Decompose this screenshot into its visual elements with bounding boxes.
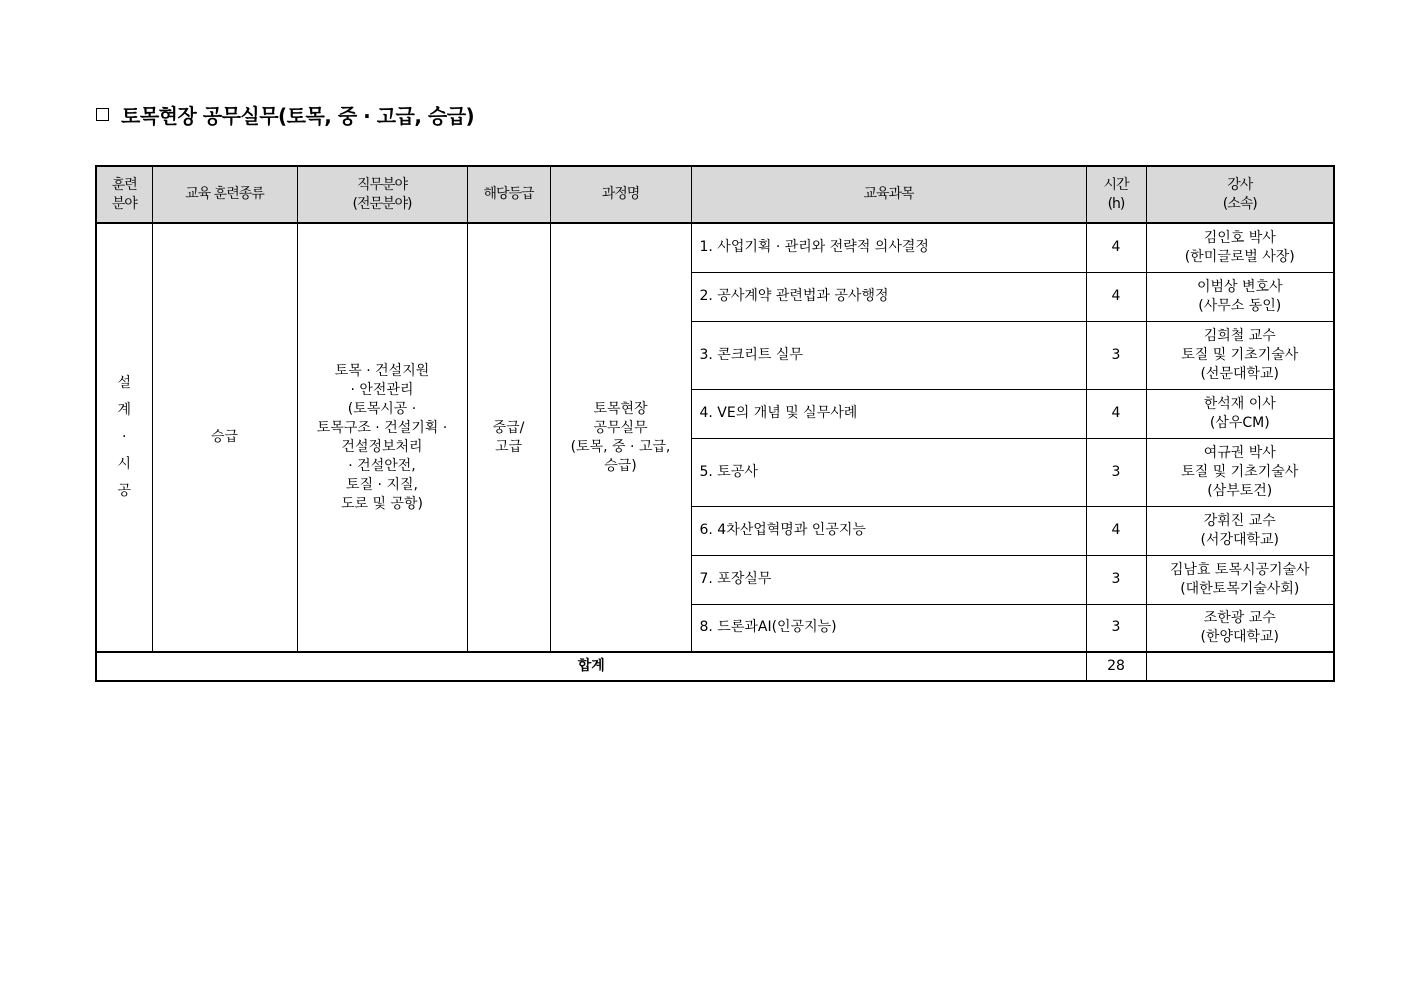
header-instructor: 강사 (소속) — [1146, 166, 1334, 223]
instructor-cell: 이범상 변호사 (사무소 동인) — [1146, 272, 1334, 321]
subject-cell: 6. 4차산업혁명과 인공지능 — [691, 506, 1086, 555]
subject-cell: 3. 콘크리트 실무 — [691, 321, 1086, 389]
instructor-cell: 조한광 교수 (한양대학교) — [1146, 604, 1334, 652]
field-cell: 설 계 · 시 공 — [96, 223, 152, 652]
course-table — [95, 165, 1335, 682]
hours-cell: 4 — [1086, 272, 1146, 321]
instructor-cell: 한석재 이사 (삼우CM) — [1146, 389, 1334, 438]
header-course: 과정명 — [550, 166, 691, 223]
subject-cell: 1. 사업기획 · 관리와 전략적 의사결정 — [691, 223, 1086, 272]
total-label: 합계 — [96, 652, 1086, 681]
hours-cell: 3 — [1086, 321, 1146, 389]
hours-cell: 3 — [1086, 604, 1146, 652]
instructor-cell: 김희철 교수 토질 및 기초기술사 (선문대학교) — [1146, 321, 1334, 389]
header-hours: 시간 (h) — [1086, 166, 1146, 223]
hours-cell: 4 — [1086, 506, 1146, 555]
header-row — [96, 166, 1334, 223]
instructor-cell: 강휘진 교수 (서강대학교) — [1146, 506, 1334, 555]
job-cell: 토목 · 건설지원 · 안전관리 (토목시공 · 토목구조 · 건설기획 · 건설정보처리 · 건설안전, 토질 · 지질, 도로 및 공항) — [297, 223, 467, 652]
subject-cell: 8. 드론과AI(인공지능) — [691, 604, 1086, 652]
page-title — [96, 100, 474, 129]
hours-cell: 4 — [1086, 389, 1146, 438]
subject-cell: 4. VE의 개념 및 실무사례 — [691, 389, 1086, 438]
total-hours: 28 — [1086, 652, 1146, 681]
total-instructor-empty — [1146, 652, 1334, 681]
course-cell: 토목현장 공무실무 (토목, 중 · 고급, 승급) — [550, 223, 691, 652]
subject-cell: 7. 포장실무 — [691, 555, 1086, 604]
table-row — [96, 223, 1334, 272]
instructor-cell: 김인호 박사 (한미글로벌 사장) — [1146, 223, 1334, 272]
header-subject: 교육과목 — [691, 166, 1086, 223]
instructor-cell: 김남효 토목시공기술사 (대한토목기술사회) — [1146, 555, 1334, 604]
header-job: 직무분야 (전문분야) — [297, 166, 467, 223]
total-row — [96, 652, 1334, 681]
hours-cell: 4 — [1086, 223, 1146, 272]
header-field: 훈련 분야 — [96, 166, 152, 223]
subject-cell: 2. 공사계약 관련법과 공사행정 — [691, 272, 1086, 321]
grade-cell: 중급/ 고급 — [467, 223, 550, 652]
hours-cell: 3 — [1086, 438, 1146, 506]
hours-cell: 3 — [1086, 555, 1146, 604]
subject-cell: 5. 토공사 — [691, 438, 1086, 506]
page-title-text: 토목현장 공무실무(토목, 중 · 고급, 승급) — [121, 104, 475, 128]
instructor-cell: 여규권 박사 토질 및 기초기술사 (삼부토건) — [1146, 438, 1334, 506]
type-cell: 승급 — [152, 223, 297, 652]
header-grade: 해당등급 — [467, 166, 550, 223]
checkbox-square-icon — [96, 108, 109, 121]
header-type: 교육 훈련종류 — [152, 166, 297, 223]
